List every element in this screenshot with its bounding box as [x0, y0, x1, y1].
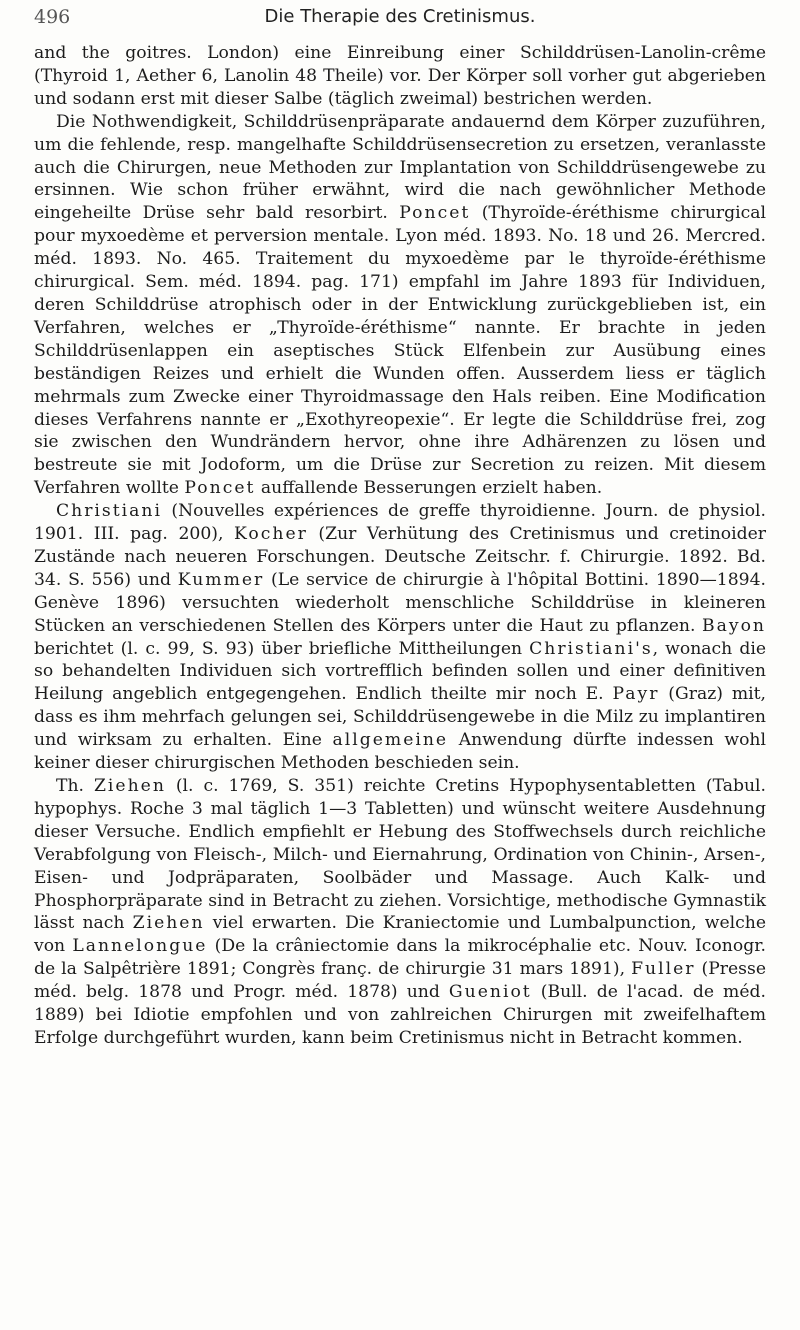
author-name: Poncet — [184, 478, 256, 499]
author-name: Lannelongue — [72, 936, 208, 957]
author-name: Kocher — [234, 524, 308, 545]
text-run: auffallende Besserungen erzielt haben. — [255, 478, 603, 499]
text-run: (Le service de chirurgie à l'hôpital Bottini. 1890—1894. Genève 1896) versuchten wiederholt menschliche Schilddrüse in kleineren Stücken an verschiedenen Stellen des Körpers unter die Haut zu pflanzen. — [34, 569, 766, 636]
running-title: Die Therapie des Cretinismus. — [264, 6, 536, 27]
author-name: Payr — [612, 684, 660, 705]
text-run: Die Nothwendigkeit, Schilddrüsenpräparate andauernd dem Körper zuzuführen, um die fehlende, resp. mangelhafte Schilddrüsensecretion zu ersetzen, veranlasste auch die Chirurgen, neue Methoden zur Implantation von Schilddrüsengewebe zu ersinnen. Wie schon früher erwähnt, wird die nach gewöhnlicher Methode eingeheilte Drüse sehr bald resorbirt. — [34, 111, 766, 224]
author-name: Gueniot — [448, 982, 532, 1003]
text-run: (De la crâniectomie dans la mikrocéphalie etc. Nouv. Iconogr. de la Salpêtrière 1891; Congrès franç. de chirurgie 31 mars 1891), — [34, 936, 766, 980]
body-text — [34, 42, 766, 1050]
text-run: Th. — [56, 776, 94, 796]
author-name: Bayon — [701, 615, 766, 636]
text-run: , wonach die so behandelten Individuen sich vortrefflich befinden sollen und einer definitiven Heilung angeblich entgegengehen. Endlich theilte mir noch E. — [34, 638, 766, 705]
author-name: Christiani's — [529, 638, 653, 659]
author-name: Ziehen — [132, 913, 205, 934]
author-name: allgemeine — [332, 730, 449, 751]
page-header — [34, 6, 766, 30]
text-run: berichtet (l. c. 99, S. 93) über briefliche Mittheilungen — [34, 638, 530, 659]
text-run: (Nouvelles expériences de greffe thyroidienne. Journ. de physiol. 1901. III. pag. 200), — [34, 501, 766, 545]
paragraph — [34, 111, 766, 500]
author-name: Kummer — [177, 569, 265, 590]
text-run: Anwendung dürfte indessen wohl keiner dieser chirurgischen Methoden beschieden sein. — [34, 730, 766, 774]
text-run: (Bull. de l'acad. de méd. 1889) bei Idiotie empfohlen und von zahlreichen Chirurgen mit zweifelhaftem Erfolge durchgeführt wurden, kann beim Cretinismus nicht in Betracht kommen. — [34, 982, 766, 1048]
page-number: 496 — [34, 6, 71, 28]
text-run: (l. c. 1769, S. 351) reichte Cretins Hypophysentabletten (Tabul. hypophys. Roche 3 mal täglich 1—3 Tabletten) und wünscht weitere Ausdehnung dieser Versuche. Endlich empfiehlt er Hebung des Stoffwechsels durch reichliche Verabfolgung von Fleisch-, Milch- und Eiernahrung, Ordination von Chinin-, Arsen-, Eisen- und Jodpräparaten, Soolbäder und Massage. Auch Kalk- und Phosphorpräparate sind in Betracht zu ziehen. Vorsichtige, methodische Gymnastik lässt nach — [34, 776, 766, 934]
author-name: Fuller — [631, 959, 696, 980]
author-name: Poncet — [399, 203, 471, 224]
paragraph — [34, 42, 766, 111]
author-name: Ziehen — [93, 776, 166, 796]
text-run: viel erwarten. Die Kraniectomie und Lumbalpunction, welche von — [34, 913, 766, 957]
paragraph — [34, 775, 766, 1050]
text-run: (Thyroïde-éréthisme chirurgical pour myxoedème et perversion mentale. Lyon méd. 1893. No. 18 und 26. Mercred. méd. 1893. No. 465. Traitement du myxoedème par le thyroïde-éréthisme chirurgical. Sem. méd. 1894. pag. 171) empfahl im Jahre 1893 für Individuen, deren Schilddrüse atrophisch oder in der Entwicklung zurückgeblieben ist, ein Verfahren, welches er „Thyroïde-éréthisme“ nannte. Er brachte in jeden Schilddrüsenlappen ein aseptisches Stück Elfenbein zur Ausübung eines beständigen Reizes und erhielt die Wunden offen. Ausserdem liess er täglich mehrmals zum Zwecke einer Thyroidmassage den Hals reiben. Eine Modification dieses Verfahrens nannte er „Exothyreopexie“. Er legte die Schilddrüse frei, zog sie zwischen den Wundrändern hervor, ohne ihre Adhärenzen zu lösen und bestreute sie mit Jodoform, um die Drüse zur Secretion zu reizen. Mit diesem Verfahren wollte — [34, 203, 767, 499]
paragraph — [34, 500, 766, 775]
author-name: Christiani — [56, 501, 162, 522]
text-run: and the goitres. London) eine Einreibung einer Schilddrüsen-Lanolin-crême (Thyroid 1, Aether 6, Lanolin 48 Theile) vor. Der Körper soll vorher gut abgerieben und sodann erst mit dieser Salbe (täglich zweimal) bestrichen werden. — [34, 43, 766, 109]
text-run: (Zur Verhütung des Cretinismus und cretinoider Zustände nach neueren Forschungen. Deutsche Zeitschr. f. Chirurgie. 1892. Bd. 34. S. 556) und — [34, 524, 766, 590]
text-run: (Graz) mit, dass es ihm mehrfach gelungen sei, Schilddrüsengewebe in die Milz zu implantiren und wirksam zu erhalten. Eine — [34, 684, 766, 751]
text-run: (Presse méd. belg. 1878 und Progr. méd. 1878) und — [34, 959, 766, 1003]
